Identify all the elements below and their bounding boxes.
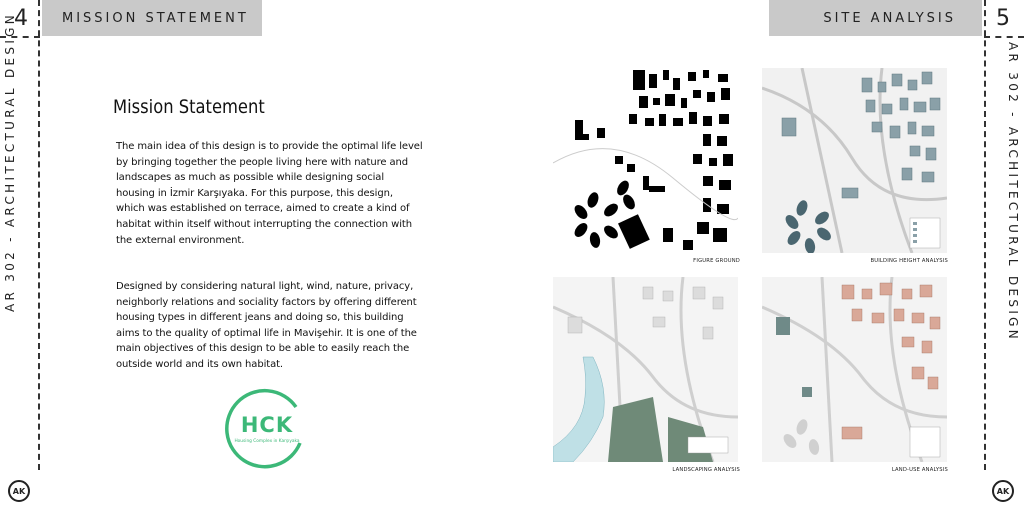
hck-letters: HCK: [240, 413, 294, 437]
land-use-drawing: [762, 277, 947, 462]
building-height-drawing: [762, 68, 947, 253]
left-page-number: 4: [0, 0, 42, 36]
right-dashed-border: [984, 0, 986, 470]
figure-ground-map: [553, 68, 738, 253]
hck-subtitle: Housing Complex in Karşıyaka: [234, 439, 300, 444]
land-use-caption: LAND-USE ANALYSIS: [891, 467, 948, 473]
right-dashed-separator: [984, 36, 1024, 38]
building-height-caption: BUILDING HEIGHT ANALYSIS: [870, 258, 948, 264]
mission-title: Mission Statement: [113, 96, 265, 118]
right-section-title: SITE ANALYSIS: [769, 0, 982, 36]
left-footer-logo: AK: [8, 480, 30, 502]
left-side-label: AR 302 - ARCHITECTURAL DESIGN: [3, 11, 17, 312]
right-side-label: AR 302 - ARCHITECTURAL DESIGN: [1006, 42, 1020, 343]
mission-paragraph-1: The main idea of this design is to provide the optimal life level by bringing together the people living here with nature and landscapes as much as possible while designing social housing in İzmir Karşıyaka. For this purpose, this design, which was established on terrace, aimed to create a kind of habitat within itself without interrupting the connection with the external environment.: [116, 141, 423, 246]
building-height-map: [762, 68, 947, 253]
land-use-map: [762, 277, 947, 462]
right-footer-logo: AK: [992, 480, 1014, 502]
landscaping-map: [553, 277, 738, 462]
figure-ground-drawing: [553, 68, 738, 253]
figure-ground-caption: FIGURE GROUND: [693, 258, 740, 264]
landscaping-caption: LANDSCAPING ANALYSIS: [672, 467, 740, 473]
hck-logo: [224, 385, 310, 471]
right-page-number: 5: [982, 0, 1024, 36]
left-section-title: MISSION STATEMENT: [42, 0, 262, 36]
left-dashed-border: [38, 0, 40, 470]
landscaping-drawing: [553, 277, 738, 462]
mission-paragraph-2: Designed by considering natural light, wind, nature, privacy, neighborly relations and sociality factors by offering different housing types in different jeans and doing so, this building aims to the quality of optimal life in Mavişehir. It is one of the main objectives of this design to be able to easily reach the outside world and its own habitat.: [116, 281, 417, 370]
